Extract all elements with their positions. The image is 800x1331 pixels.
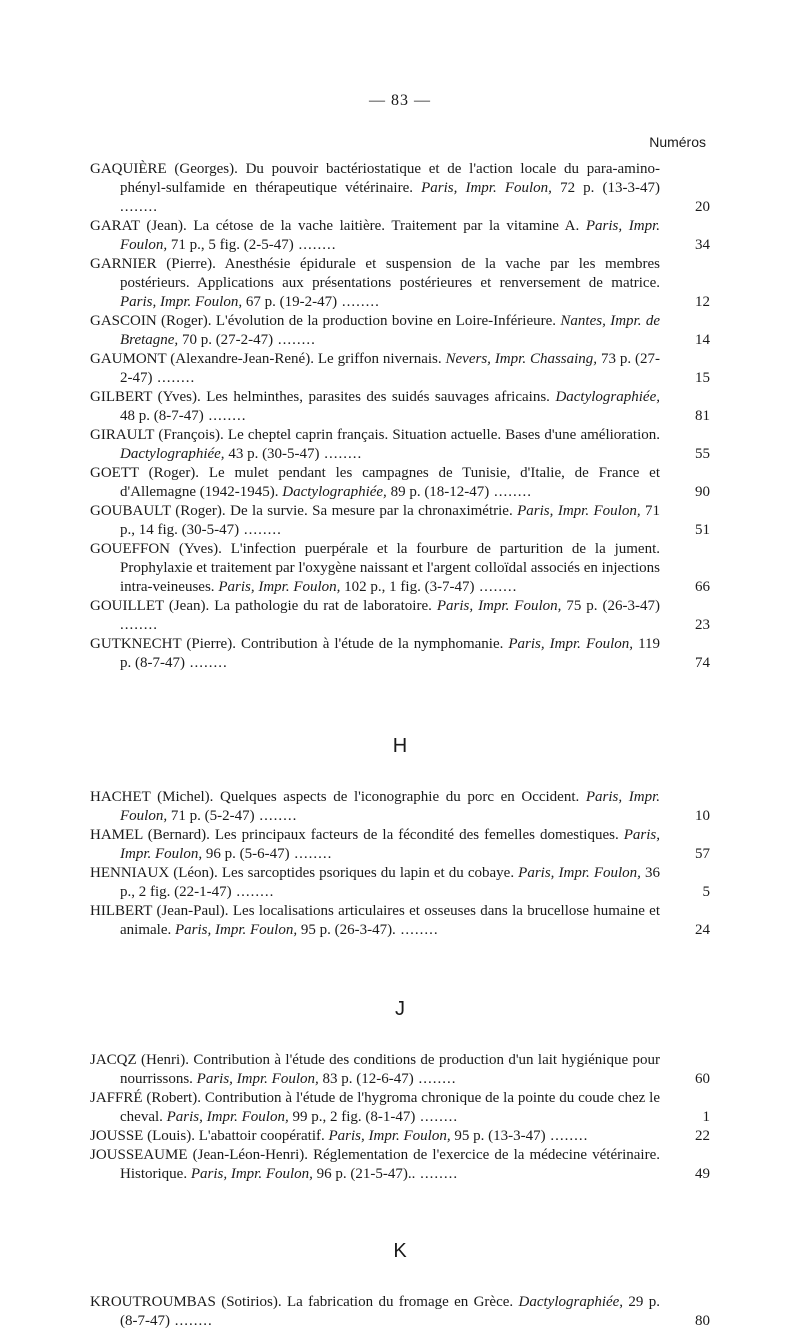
entry-author: JACQZ (Henri). bbox=[90, 1052, 189, 1068]
entry-title: Les sarcoptides psoriques du lapin et du cobaye. bbox=[221, 865, 515, 881]
entry-author: KROUTROUMBAS (Sotirios). bbox=[90, 1294, 282, 1310]
dot-leader: ........ bbox=[413, 1071, 457, 1087]
bibliography-entry bbox=[90, 426, 710, 464]
entry-author: HENNIAUX (Léon). bbox=[90, 865, 218, 881]
dot-leader: ........ bbox=[120, 617, 158, 633]
entry-title: La cétose de la vache laitière. Traitement par la vitamine A. bbox=[193, 218, 580, 234]
entry-details: 71 p., 14 fig. (30-5-47) bbox=[120, 503, 661, 538]
bibliography-entry bbox=[90, 502, 710, 540]
entry-author: GAUMONT (Alexandre-Jean-René). bbox=[90, 351, 314, 367]
entry-author: GAQUIÈRE (Georges). bbox=[90, 161, 238, 177]
entry-publisher: Paris, Impr. Foulon, bbox=[166, 1109, 289, 1125]
entry-author: GOETT (Roger). bbox=[90, 465, 200, 481]
entry-title: Les localisations articulaires et osseuses dans la brucellose humaine et animale. bbox=[120, 903, 661, 938]
entry-publisher: Paris, Impr. Foulon, bbox=[508, 636, 634, 652]
entry-title: Le mulet pendant les campagnes de Tunisie, d'Italie, de France et d'Allemagne (1942-1945). bbox=[120, 465, 661, 500]
dot-leader: ........ bbox=[120, 199, 158, 215]
entry-title: Contribution à l'étude de la nymphomanie. bbox=[241, 636, 504, 652]
bibliography-entry bbox=[90, 464, 710, 502]
entry-number: 5 bbox=[702, 884, 710, 900]
entry-author: JOUSSE (Louis). bbox=[90, 1128, 196, 1144]
entry-number: 60 bbox=[695, 1071, 710, 1087]
dot-leader: ........ bbox=[289, 846, 333, 862]
bibliography-list bbox=[90, 160, 710, 1331]
entry-title: De la survie. Sa mesure par la chronaximétrie. bbox=[230, 503, 513, 519]
bibliography-entry bbox=[90, 540, 710, 597]
entry-number: 1 bbox=[702, 1109, 710, 1125]
entry-publisher: Paris, Impr. Foulon, bbox=[518, 865, 641, 881]
bibliography-entry bbox=[90, 1089, 710, 1127]
entry-publisher: Paris, Impr. Foulon, bbox=[328, 1128, 451, 1144]
section-letter-heading: H bbox=[392, 735, 408, 757]
bibliography-entry bbox=[90, 902, 710, 940]
entry-author: GOUILLET (Jean). bbox=[90, 598, 210, 614]
entry-details: 43 p. (30-5-47) bbox=[228, 446, 320, 462]
entry-details: 102 p., 1 fig. (3-7-47) bbox=[344, 579, 475, 595]
entry-author: GARAT (Jean). bbox=[90, 218, 187, 234]
section-j bbox=[90, 998, 710, 1184]
section-g bbox=[90, 160, 710, 673]
entry-number: 12 bbox=[695, 294, 710, 310]
entry-details: 67 p. (19-2-47) bbox=[245, 294, 338, 310]
entry-number: 23 bbox=[695, 617, 710, 633]
dot-leader: ........ bbox=[474, 579, 518, 595]
entry-number: 34 bbox=[695, 237, 710, 253]
entry-details: 36 p., 2 fig. (22-1-47) bbox=[120, 865, 660, 900]
entry-publisher: Paris, Impr. Foulon, bbox=[517, 503, 641, 519]
dot-leader: ........ bbox=[239, 522, 282, 538]
entry-details: 75 p. (26-3-47) bbox=[566, 598, 661, 614]
entry-title: L'évolution de la production bovine en Loire-Inférieure. bbox=[215, 313, 557, 329]
entry-publisher: Dactylographiée, bbox=[120, 446, 225, 462]
entry-details: 72 p. (13-3-47) bbox=[560, 180, 661, 196]
entry-title: La fabrication du fromage en Grèce. bbox=[286, 1294, 514, 1310]
column-header-numeros: Numéros bbox=[649, 134, 706, 150]
dot-leader: ........ bbox=[337, 294, 380, 310]
entry-title: L'abattoir coopératif. bbox=[198, 1128, 325, 1144]
entry-publisher: Nevers, Impr. Chassaing, bbox=[445, 351, 598, 367]
entry-publisher: Dactylographiée, bbox=[282, 484, 387, 500]
entry-title: Contribution à l'étude de l'hygroma chronique de la pointe du coude chez le cheval. bbox=[120, 1090, 660, 1125]
bibliography-entry bbox=[90, 217, 710, 255]
entry-title: L'infection puerpérale et la fourbure de parturition de la jument. Prophylaxie et traitement par l'oxygène naissant et l'argent colloïdal associés en injections intra-veineuses. bbox=[120, 541, 660, 595]
bibliography-entry bbox=[90, 350, 710, 388]
entry-publisher: Paris, Impr. Foulon, bbox=[421, 180, 552, 196]
dot-leader: ........ bbox=[273, 332, 316, 348]
entry-number: 80 bbox=[695, 1313, 710, 1329]
entry-details: 96 p. (5-6-47) bbox=[205, 846, 290, 862]
entry-publisher: Dactylographiée, bbox=[518, 1294, 624, 1310]
entry-publisher: Paris, Impr. Foulon, bbox=[196, 1071, 319, 1087]
entry-number: 55 bbox=[695, 446, 710, 462]
entry-title: Les principaux facteurs de la fécondité des femelles domestiques. bbox=[214, 827, 619, 843]
entry-number: 20 bbox=[695, 199, 710, 215]
entry-publisher: Paris, Impr. Foulon, bbox=[120, 294, 243, 310]
entry-details: 70 p. (27-2-47) bbox=[181, 332, 274, 348]
entry-details: 71 p., 5 fig. (2-5-47) bbox=[170, 237, 294, 253]
entry-details: 83 p. (12-6-47) bbox=[322, 1071, 414, 1087]
entry-details: 95 p. (26-3-47). bbox=[300, 922, 396, 938]
entry-number: 15 bbox=[695, 370, 710, 386]
entry-number: 49 bbox=[695, 1166, 710, 1182]
page-number: — 83 — bbox=[369, 92, 431, 109]
entry-details: 71 p. (5-2-47) bbox=[170, 808, 255, 824]
entry-author: HAMEL (Bernard). bbox=[90, 827, 210, 843]
entry-publisher: Paris, Impr. Foulon, bbox=[120, 789, 660, 824]
dot-leader: ........ bbox=[184, 655, 228, 671]
bibliography-entry bbox=[90, 1293, 710, 1331]
entry-title: Quelques aspects de l'iconographie du porc en Occident. bbox=[220, 789, 580, 805]
bibliography-entry bbox=[90, 312, 710, 350]
entry-number: 66 bbox=[695, 579, 710, 595]
dot-leader: ........ bbox=[489, 484, 533, 500]
entry-publisher: Paris, Impr. Foulon, bbox=[436, 598, 562, 614]
bibliography-entry bbox=[90, 388, 710, 426]
dot-leader: ........ bbox=[169, 1313, 213, 1329]
entry-title: Le cheptel caprin français. Situation actuelle. Bases d'une amélioration. bbox=[227, 427, 661, 443]
bibliography-entry bbox=[90, 635, 710, 673]
dot-leader: ........ bbox=[319, 446, 363, 462]
bibliography-entry bbox=[90, 864, 710, 902]
entry-title: Du pouvoir bactériostatique et de l'action locale du para-amino-phényl-sulfamide en thérapeutique vétérinaire. bbox=[120, 161, 660, 196]
bibliography-entry bbox=[90, 788, 710, 826]
entry-author: GASCOIN (Roger). bbox=[90, 313, 212, 329]
bibliography-entry bbox=[90, 255, 710, 312]
entry-author: JAFFRÉ (Robert). bbox=[90, 1090, 201, 1106]
entry-number: 10 bbox=[695, 808, 710, 824]
dot-leader: ........ bbox=[545, 1128, 589, 1144]
section-h bbox=[90, 735, 710, 940]
entry-publisher: Paris, Impr. Foulon, bbox=[120, 218, 661, 253]
dot-leader: ........ bbox=[231, 884, 275, 900]
entry-publisher: Paris, Impr. Foulon, bbox=[120, 827, 661, 862]
entry-number: 22 bbox=[695, 1128, 710, 1144]
entry-author: GOUEFFON (Yves). bbox=[90, 541, 222, 557]
entry-title: Le griffon nivernais. bbox=[317, 351, 442, 367]
entry-title: Anesthésie épidurale et suspension de la vache par les membres postérieurs. Applications aux présentations postérieures et renversement de matrice. bbox=[120, 256, 660, 291]
entry-title: Réglementation de l'exercice de la médecine vétérinaire. Historique. bbox=[120, 1147, 661, 1182]
entry-details: 48 p. (8-7-47) bbox=[120, 408, 204, 424]
dot-leader: ........ bbox=[203, 408, 247, 424]
section-letter-heading: K bbox=[393, 1240, 407, 1262]
entry-details: 95 p. (13-3-47) bbox=[454, 1128, 546, 1144]
entry-title: Contribution à l'étude des conditions de production d'un lait hygiénique pour nourrissons. bbox=[120, 1052, 660, 1087]
entry-publisher: Paris, Impr. Foulon, bbox=[218, 579, 341, 595]
bibliography-entry bbox=[90, 1051, 710, 1089]
entry-number: 51 bbox=[695, 522, 710, 538]
bibliography-entry bbox=[90, 160, 710, 217]
entry-author: JOUSSEAUME (Jean-Léon-Henri). bbox=[90, 1147, 308, 1163]
dot-leader: ........ bbox=[415, 1166, 459, 1182]
entry-publisher: Paris, Impr. Foulon, bbox=[190, 1166, 313, 1182]
entry-details: 29 p. (8-7-47) bbox=[120, 1294, 660, 1329]
entry-author: GILBERT (Yves). bbox=[90, 389, 201, 405]
entry-details: 99 p., 2 fig. (8-1-47) bbox=[292, 1109, 416, 1125]
entry-details: 89 p. (18-12-47) bbox=[390, 484, 490, 500]
entry-author: GIRAULT (François). bbox=[90, 427, 224, 443]
dot-leader: ........ bbox=[293, 237, 337, 253]
entry-number: 74 bbox=[695, 655, 710, 671]
entry-number: 57 bbox=[695, 846, 710, 862]
entry-author: GOUBAULT (Roger). bbox=[90, 503, 226, 519]
entry-details: 96 p. (21-5-47).. bbox=[316, 1166, 416, 1182]
dot-leader: ........ bbox=[152, 370, 196, 386]
entry-number: 90 bbox=[695, 484, 710, 500]
entry-number: 81 bbox=[695, 408, 710, 424]
bibliography-entry bbox=[90, 826, 710, 864]
entry-author: HILBERT (Jean-Paul). bbox=[90, 903, 229, 919]
entry-author: GUTKNECHT (Pierre). bbox=[90, 636, 236, 652]
dot-leader: ........ bbox=[395, 922, 439, 938]
bibliography-entry bbox=[90, 597, 710, 635]
entry-title: La pathologie du rat de laboratoire. bbox=[214, 598, 432, 614]
bibliography-entry bbox=[90, 1146, 710, 1184]
dot-leader: ........ bbox=[254, 808, 298, 824]
entry-number: 24 bbox=[695, 922, 710, 938]
entry-publisher: Nantes, Impr. de Bretagne, bbox=[120, 313, 661, 348]
entry-author: GARNIER (Pierre). bbox=[90, 256, 216, 272]
entry-details: 73 p. (27-2-47) bbox=[120, 351, 661, 386]
bibliography-entry bbox=[90, 1127, 710, 1146]
section-letter-heading: J bbox=[395, 998, 405, 1020]
entry-number: 14 bbox=[695, 332, 710, 348]
entry-details: 119 p. (8-7-47) bbox=[120, 636, 661, 671]
section-k bbox=[90, 1240, 710, 1331]
dot-leader: ........ bbox=[415, 1109, 459, 1125]
entry-title: Les helminthes, parasites des suidés sauvages africains. bbox=[206, 389, 550, 405]
entry-publisher: Paris, Impr. Foulon, bbox=[174, 922, 298, 938]
entry-author: HACHET (Michel). bbox=[90, 789, 214, 805]
entry-publisher: Dactylographiée, bbox=[555, 389, 660, 405]
